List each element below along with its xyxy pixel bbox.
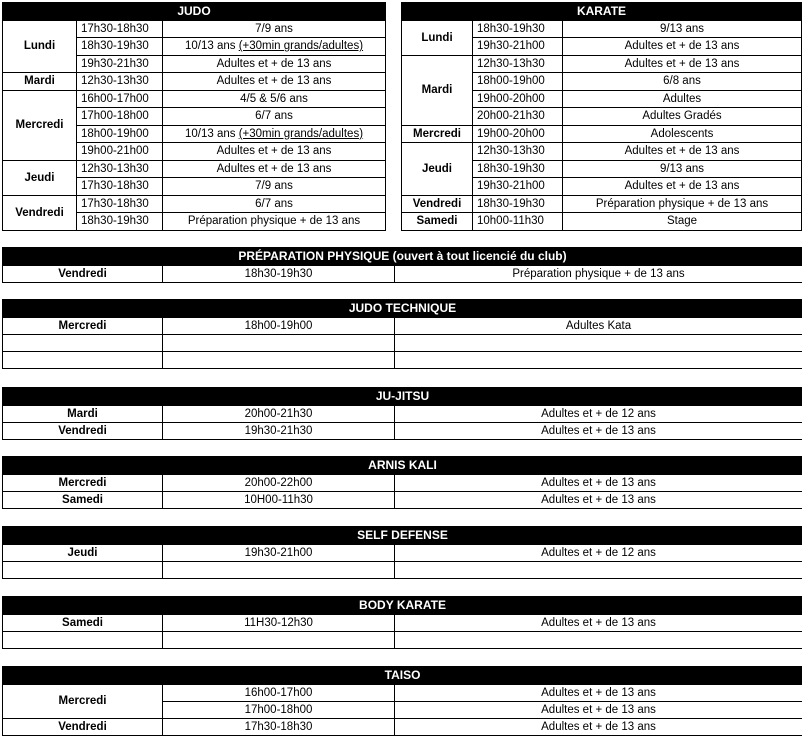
time-cell: 18h00-19h00 xyxy=(163,317,395,334)
time-cell: 17h30-18h30 xyxy=(77,20,163,38)
desc-cell: 4/5 & 5/6 ans xyxy=(163,90,386,108)
desc-cell: Adultes et + de 13 ans xyxy=(563,38,802,56)
day-cell: Mardi xyxy=(402,55,473,125)
desc-cell: Adultes xyxy=(563,90,802,108)
day-cell: Jeudi xyxy=(3,544,163,561)
day-cell: Jeudi xyxy=(402,143,473,196)
time-cell: 19h30-21h30 xyxy=(77,55,163,73)
time-cell: 19h30-21h00 xyxy=(163,544,395,561)
time-cell: 12h30-13h30 xyxy=(473,55,563,73)
time-cell: 19h30-21h30 xyxy=(163,422,395,439)
karate-table xyxy=(401,2,802,231)
day-cell: Mercredi xyxy=(3,474,163,491)
desc-cell: Adultes et + de 13 ans xyxy=(395,684,802,701)
desc-cell: Adultes et + de 12 ans xyxy=(395,544,802,561)
time-cell: 18h30-19h30 xyxy=(77,38,163,56)
time-cell: 16h00-17h00 xyxy=(77,90,163,108)
desc-cell xyxy=(395,351,802,368)
day-cell: Lundi xyxy=(402,20,473,55)
time-cell: 19h00-20h00 xyxy=(473,90,563,108)
time-cell: 16h00-17h00 xyxy=(163,684,395,701)
desc-cell: Adolescents xyxy=(563,125,802,143)
section-taiso xyxy=(2,666,802,736)
desc-cell: 9/13 ans xyxy=(563,160,802,178)
desc-cell: 7/9 ans xyxy=(163,20,386,38)
time-cell: 20h00-21h30 xyxy=(473,108,563,126)
desc-cell: Adultes et + de 13 ans xyxy=(563,143,802,161)
desc-cell: Adultes et + de 13 ans xyxy=(395,718,802,735)
day-cell xyxy=(3,561,163,578)
section-title: JUDO TECHNIQUE xyxy=(3,300,802,318)
day-cell: Mardi xyxy=(3,405,163,422)
desc-cell: 10/13 ans (+30min grands/adultes) xyxy=(163,38,386,56)
time-cell: 12h30-13h30 xyxy=(77,160,163,178)
day-cell: Lundi xyxy=(3,20,77,73)
time-cell: 19h00-21h00 xyxy=(77,143,163,161)
day-cell: Mardi xyxy=(3,73,77,91)
section-title: SELF DEFENSE xyxy=(3,527,802,545)
time-cell: 17h30-18h30 xyxy=(77,178,163,196)
time-cell: 19h30-21h00 xyxy=(473,178,563,196)
time-cell: 19h00-20h00 xyxy=(473,125,563,143)
section-judo-technique xyxy=(2,299,802,369)
day-cell: Vendredi xyxy=(3,195,77,230)
desc-cell: Adultes et + de 13 ans xyxy=(163,160,386,178)
section-arnis-kali xyxy=(2,456,802,509)
day-cell: Mercredi xyxy=(402,125,473,143)
day-cell: Samedi xyxy=(3,614,163,631)
time-cell xyxy=(163,631,395,648)
time-cell: 17h00-18h00 xyxy=(163,701,395,718)
desc-cell xyxy=(395,334,802,351)
judo-title: JUDO xyxy=(3,3,386,21)
time-cell: 18h30-19h30 xyxy=(473,20,563,38)
time-cell: 12h30-13h30 xyxy=(473,143,563,161)
desc-cell: Adultes et + de 12 ans xyxy=(395,405,802,422)
time-cell: 18h00-19h00 xyxy=(473,73,563,91)
time-cell: 10h00-11h30 xyxy=(473,213,563,231)
time-cell: 18h30-19h30 xyxy=(77,213,163,231)
section-title: TAISO xyxy=(3,667,802,685)
day-cell: Vendredi xyxy=(3,718,163,735)
time-cell: 20h00-21h30 xyxy=(163,405,395,422)
time-cell: 18h30-19h30 xyxy=(473,195,563,213)
desc-cell: Adultes et + de 13 ans xyxy=(563,178,802,196)
desc-cell: Adultes et + de 13 ans xyxy=(395,491,802,508)
day-cell: Jeudi xyxy=(3,160,77,195)
time-cell: 11H30-12h30 xyxy=(163,614,395,631)
desc-cell: 7/9 ans xyxy=(163,178,386,196)
desc-cell xyxy=(395,561,802,578)
section-title: BODY KARATE xyxy=(3,597,802,615)
day-cell: Vendredi xyxy=(3,265,163,282)
time-cell xyxy=(163,351,395,368)
time-cell: 18h00-19h00 xyxy=(77,125,163,143)
desc-cell: Préparation physique + de 13 ans xyxy=(395,265,802,282)
desc-cell: 6/7 ans xyxy=(163,108,386,126)
day-cell: Samedi xyxy=(402,213,473,231)
desc-cell: Adultes et + de 13 ans xyxy=(163,143,386,161)
time-cell: 18h30-19h30 xyxy=(163,265,395,282)
desc-cell: 9/13 ans xyxy=(563,20,802,38)
time-cell: 20h00-22h00 xyxy=(163,474,395,491)
desc-cell: 6/8 ans xyxy=(563,73,802,91)
desc-cell: Adultes Kata xyxy=(395,317,802,334)
desc-cell: Adultes et + de 13 ans xyxy=(395,701,802,718)
desc-cell: Préparation physique + de 13 ans xyxy=(563,195,802,213)
time-cell: 17h30-18h30 xyxy=(77,195,163,213)
desc-cell: Adultes Gradés xyxy=(563,108,802,126)
time-cell xyxy=(163,334,395,351)
section-ju-jitsu xyxy=(2,387,802,440)
desc-cell: Adultes et + de 13 ans xyxy=(163,55,386,73)
time-cell: 17h30-18h30 xyxy=(163,718,395,735)
time-cell xyxy=(163,561,395,578)
day-cell: Samedi xyxy=(3,491,163,508)
section-title: ARNIS KALI xyxy=(3,457,802,475)
section-preparation-physique xyxy=(2,247,802,283)
section-body-karate xyxy=(2,596,802,649)
section-self-defense xyxy=(2,526,802,579)
time-cell: 17h00-18h00 xyxy=(77,108,163,126)
desc-cell xyxy=(395,631,802,648)
section-title: JU-JITSU xyxy=(3,388,802,406)
time-cell: 18h30-19h30 xyxy=(473,160,563,178)
desc-cell: 10/13 ans (+30min grands/adultes) xyxy=(163,125,386,143)
desc-cell: Stage xyxy=(563,213,802,231)
desc-cell: Adultes et + de 13 ans xyxy=(395,614,802,631)
day-cell: Vendredi xyxy=(402,195,473,213)
desc-cell: Préparation physique + de 13 ans xyxy=(163,213,386,231)
judo-table xyxy=(2,2,386,231)
day-cell: Mercredi xyxy=(3,684,163,718)
desc-cell: Adultes et + de 13 ans xyxy=(395,422,802,439)
day-cell xyxy=(3,334,163,351)
section-title: PRÉPARATION PHYSIQUE (ouvert à tout licencié du club) xyxy=(3,248,802,266)
time-cell: 12h30-13h30 xyxy=(77,73,163,91)
desc-cell: Adultes et + de 13 ans xyxy=(563,55,802,73)
day-cell xyxy=(3,631,163,648)
day-cell: Mercredi xyxy=(3,317,163,334)
day-cell: Vendredi xyxy=(3,422,163,439)
desc-cell: 6/7 ans xyxy=(163,195,386,213)
desc-cell: Adultes et + de 13 ans xyxy=(163,73,386,91)
time-cell: 19h30-21h00 xyxy=(473,38,563,56)
time-cell: 10H00-11h30 xyxy=(163,491,395,508)
desc-cell: Adultes et + de 13 ans xyxy=(395,474,802,491)
day-cell: Mercredi xyxy=(3,90,77,160)
karate-title: KARATE xyxy=(402,3,802,21)
day-cell xyxy=(3,351,163,368)
